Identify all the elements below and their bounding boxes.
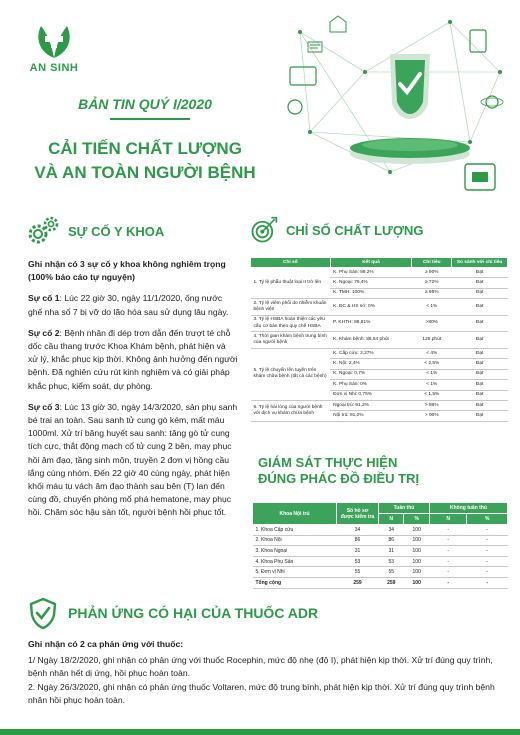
col-dept: Khoa Nội trú [253, 503, 337, 525]
quality-result-cell: K. Nội: 2,4% [330, 359, 412, 369]
quality-index-cell: 1. Tỷ lệ phẫu thuật loại II trở lên [251, 268, 331, 299]
quality-result-cell: K. Ngoại: 76,4% [330, 278, 412, 288]
col-not-n: N [429, 514, 467, 525]
col-compare: So sánh với chỉ tiêu [452, 258, 508, 268]
incidents-body [28, 258, 238, 528]
quality-result-cell: K. Phụ Sản: 99,2% [330, 268, 412, 278]
table-row: 4. Khoa Phụ Sản 53 53 100 - - [253, 556, 508, 567]
quality-heading: CHỈ SỐ CHẤT LƯỢNG [286, 222, 424, 238]
quality-target-cell: < 4% [412, 348, 452, 358]
table-row [251, 299, 508, 316]
quality-target-cell: < 1,5% [412, 390, 452, 400]
quality-index-cell: 3. Tỷ lệ HSBA hoàn thiện các yêu cầu cơ bản theo quy chế HSBA [251, 315, 331, 332]
adr-lead: Ghi nhận có 2 ca phản ứng với thuốc: [28, 639, 184, 649]
quality-result-cell: K. Khám bệnh: 86,54 phút [330, 332, 412, 349]
col-not-pct: % [467, 514, 508, 525]
table-row: 5. Đơn vị Nhi 55 55 100 - - [253, 567, 508, 578]
table-row [251, 400, 508, 410]
protocol-table [252, 502, 508, 589]
protocol-heading [258, 455, 419, 487]
quality-target-cell: 125 phút [412, 332, 452, 349]
quality-index-cell: 4. Thời gian khám bệnh trung bình của người bệnh [251, 332, 331, 349]
quality-result-cell: P. KHTH: 88,81% [330, 315, 412, 332]
adr-body [28, 638, 498, 708]
quality-index-cell: 2. Tỷ lệ viêm phổi do nhiễm khuẩn bệnh viện [251, 299, 331, 316]
quality-index-cell: 5. Tỷ lệ chuyển lên tuyến trên khám chữa bệnh (tất cả các bệnh) [251, 348, 331, 400]
quality-target-cell: > 90% [412, 411, 452, 421]
quality-compare-cell: Đạt [452, 278, 508, 288]
incidents-heading: SỰ CỐ Y KHOA [68, 223, 165, 239]
security-network-illustration [270, 12, 516, 202]
quality-compare-cell: Đạt [452, 268, 508, 278]
quality-compare-cell: Đạt [452, 359, 508, 369]
quality-target-cell: > 86% [412, 400, 452, 410]
col-records: Số hồ sơ được kiểm tra [337, 503, 379, 525]
quality-compare-cell: Đạt [452, 380, 508, 390]
quality-target-cell: < 1% [412, 380, 452, 390]
footer-bar [0, 729, 520, 735]
incident-2: Sự cố 2: Bệnh nhân đi dép trơn dẫn đến trượt té chỗ dốc cầu thang trước Khoa Khám bệnh, phát hiện và xử lý, khắc phục kịp thời. Không ảnh hưởng đến người bệnh. Đã nghiên cứu rút kinh nghiệm và có giải pháp khắc phục, kiểm soát, dự phòng. [28, 327, 238, 391]
quality-target-cell: ≥ 90% [412, 268, 452, 278]
quality-section-header [250, 216, 423, 244]
quality-target-cell: < 1% [412, 369, 452, 379]
title-divider [110, 118, 190, 120]
quality-target-cell: ≥ 95% [412, 288, 452, 298]
quality-target-cell: ≥ 72% [412, 278, 452, 288]
table-row: 1. Khoa Cấp cứu 34 34 100 - - [253, 525, 508, 536]
quality-result-cell: K. Phụ Sản: 0% [330, 380, 412, 390]
quality-result-cell: Ngoại trú: 91,2% [330, 400, 412, 410]
quality-compare-cell: Đạt [452, 348, 508, 358]
quality-compare-cell: Đạt [452, 332, 508, 349]
quality-result-cell: Nội trú: 91,2% [330, 411, 412, 421]
quality-table-header [251, 258, 508, 268]
quality-result-cell: K. TMH: 100% [330, 288, 412, 298]
quality-index-cell: 6. Tỷ lệ hài lòng của người bệnh với dịch vụ khám chữa bệnh [251, 400, 331, 421]
incident-1: Sự cố 1: Lúc 22 giờ 30, ngày 11/1/2020, ống nước ghế nha số 7 bị vỡ do lão hóa sau sử dụng lâu ngày. [28, 293, 229, 317]
quality-compare-cell: Đạt [452, 315, 508, 332]
gears-icon [26, 214, 60, 248]
table-row: 3. Khoa Ngoại 31 31 100 - - [253, 546, 508, 557]
col-done: Tuân thủ [379, 503, 430, 514]
col-done-n: N [379, 514, 404, 525]
quality-result-cell: K. Cấp cứu: 2,27% [330, 348, 412, 358]
col-target: Chỉ tiêu [412, 258, 452, 268]
protocol-section-header [258, 455, 419, 487]
brand-logo [28, 22, 80, 74]
col-done-pct: % [404, 514, 429, 525]
quality-result-cell: Đơn vị Nhi: 0,75% [330, 390, 412, 400]
target-icon [250, 216, 278, 244]
quality-compare-cell: Đạt [452, 299, 508, 316]
adr-item-1: 1/ Ngày 18/2/2020, ghi nhận có phản ứng với thuốc Rocephin, mức độ nhẹ (độ I), phát hiện kịp thời. Xử trí đúng quy trình, bệnh nhân hết dị ứng, hồi phục hoàn toàn. [28, 654, 493, 679]
protocol-heading-line-2: ĐÚNG PHÁC ĐỒ ĐIỀU TRỊ [258, 471, 420, 486]
quality-compare-cell: Đạt [452, 390, 508, 400]
quality-table [250, 257, 508, 422]
quality-target-cell: < 2,5% [412, 359, 452, 369]
leaf-cross-logo-icon [31, 22, 77, 60]
col-not-done: Không tuân thủ [429, 503, 507, 514]
incidents-section-header [26, 214, 164, 248]
adr-section-header [26, 596, 318, 630]
table-row [251, 268, 508, 278]
table-row: 2. Khoa Nội 86 86 100 - - [253, 535, 508, 546]
page-title-line-1: CẢI TIẾN CHẤT LƯỢNG [48, 139, 242, 158]
adr-heading: PHẢN ỨNG CÓ HẠI CỦA THUỐC ADR [68, 605, 319, 621]
quality-compare-cell: Đạt [452, 411, 508, 421]
adr-item-2: 2. Ngày 26/3/2020, ghi nhận có phản ứng thuốc Voltaren, mức độ trung bình, phát hiện kịp thời. Xử trí đúng quy trình bệnh nhân hồi phục hoàn toàn. [28, 681, 495, 706]
protocol-heading-line-1: GIÁM SÁT THỰC HIỆN [258, 455, 398, 470]
bulletin-label: BẢN TIN QUÝ I/2020 [78, 96, 212, 112]
quality-compare-cell: Đạt [452, 288, 508, 298]
shield-check-icon [26, 596, 60, 630]
quality-target-cell: >80% [412, 315, 452, 332]
table-row [251, 348, 508, 358]
quality-result-cell: K. Ngoại: 0,7% [330, 369, 412, 379]
table-total-row: Tổng cộng 259 259 100 - - [253, 577, 508, 588]
page-title [0, 137, 290, 185]
quality-compare-cell: Đạt [452, 369, 508, 379]
incident-3: Sự cố 3: Lúc 13 giờ 30, ngày 14/3/2020, sản phụ sanh bé trai an toàn. Sau sanh tử cung gò kém, mất máu 1000ml. Xử trí băng huyết sau sanh: tăng gò tử cung tích cực, thắt động mạch cổ tử cung 2 bên, may phục hồi âm đạo, tầng sinh môn, truyền 2 đơn vị hồng cầu lắng cùng nhóm. Đến 22 giờ 40 cùng ngày, phát hiện khối máu tụ vách âm đạo thành sau bên (T) lan đến cùng đồ, chuyển phòng mổ phá hematone, may phục hồi. Chăm sóc hậu sản tốt, người bệnh hồi phục tốt. [28, 401, 238, 518]
col-index: Chỉ số [251, 258, 331, 268]
quality-result-cell: K. ĐC & HS sớ: 0% [330, 299, 412, 316]
table-row [251, 315, 508, 332]
incidents-lead: Ghi nhận có 3 sự cố y khoa không nghiêm trọng (100% báo cáo tự nguyện) [28, 259, 226, 283]
col-result: Kết quả [330, 258, 412, 268]
quality-compare-cell: Đạt [452, 400, 508, 410]
page-title-line-2: VÀ AN TOÀN NGƯỜI BỆNH [34, 163, 256, 182]
brand-name: AN SINH [29, 62, 79, 74]
quality-target-cell: < 1% [412, 299, 452, 316]
table-row [251, 332, 508, 349]
